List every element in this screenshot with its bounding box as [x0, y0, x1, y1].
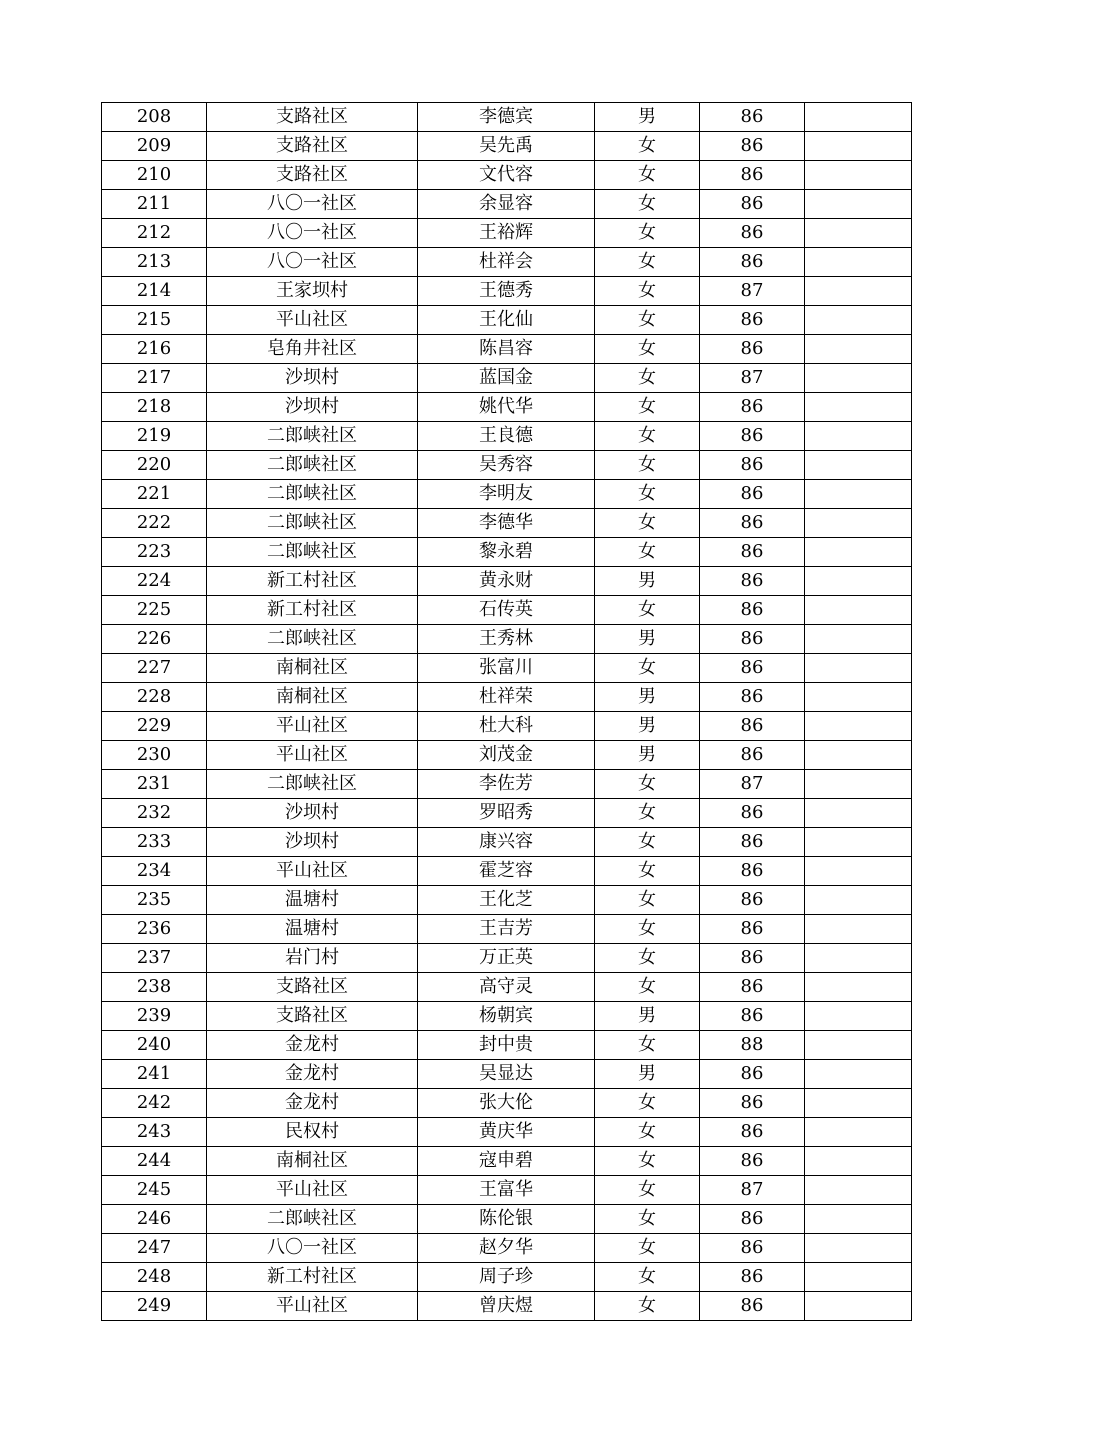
- serial-number-cell: 223: [102, 538, 207, 567]
- community-cell: 民权村: [207, 1118, 418, 1147]
- serial-number-cell: 225: [102, 596, 207, 625]
- name-cell: 万正英: [418, 944, 595, 973]
- name-cell: 张富川: [418, 654, 595, 683]
- age-cell: 86: [700, 741, 805, 770]
- age-cell: 86: [700, 596, 805, 625]
- note-cell: [805, 567, 912, 596]
- note-cell: [805, 190, 912, 219]
- name-cell: 李德宾: [418, 103, 595, 132]
- community-cell: 平山社区: [207, 712, 418, 741]
- serial-number-cell: 209: [102, 132, 207, 161]
- gender-cell: 女: [595, 886, 700, 915]
- serial-number-cell: 245: [102, 1176, 207, 1205]
- table-row: [102, 335, 912, 364]
- age-cell: 86: [700, 190, 805, 219]
- age-cell: 86: [700, 944, 805, 973]
- age-cell: 86: [700, 683, 805, 712]
- table-row: [102, 161, 912, 190]
- table-row: [102, 886, 912, 915]
- table-row: [102, 915, 912, 944]
- table-row: [102, 422, 912, 451]
- gender-cell: 女: [595, 422, 700, 451]
- roster-table-body: [102, 103, 912, 1321]
- age-cell: 86: [700, 973, 805, 1002]
- gender-cell: 女: [595, 277, 700, 306]
- serial-number-cell: 240: [102, 1031, 207, 1060]
- community-cell: 沙坝村: [207, 393, 418, 422]
- note-cell: [805, 712, 912, 741]
- name-cell: 罗昭秀: [418, 799, 595, 828]
- name-cell: 文代容: [418, 161, 595, 190]
- name-cell: 王吉芳: [418, 915, 595, 944]
- community-cell: 沙坝村: [207, 364, 418, 393]
- gender-cell: 女: [595, 1263, 700, 1292]
- gender-cell: 女: [595, 770, 700, 799]
- serial-number-cell: 220: [102, 451, 207, 480]
- gender-cell: 男: [595, 567, 700, 596]
- name-cell: 吴秀容: [418, 451, 595, 480]
- note-cell: [805, 393, 912, 422]
- gender-cell: 女: [595, 973, 700, 1002]
- table-row: [102, 1292, 912, 1321]
- table-row: [102, 973, 912, 1002]
- community-cell: 二郎峡社区: [207, 422, 418, 451]
- table-row: [102, 654, 912, 683]
- table-row: [102, 1031, 912, 1060]
- name-cell: 杜大科: [418, 712, 595, 741]
- table-row: [102, 770, 912, 799]
- community-cell: 皂角井社区: [207, 335, 418, 364]
- name-cell: 李佐芳: [418, 770, 595, 799]
- table-row: [102, 1205, 912, 1234]
- note-cell: [805, 1234, 912, 1263]
- community-cell: 二郎峡社区: [207, 509, 418, 538]
- name-cell: 封中贵: [418, 1031, 595, 1060]
- note-cell: [805, 248, 912, 277]
- name-cell: 黎永碧: [418, 538, 595, 567]
- table-row: [102, 364, 912, 393]
- community-cell: 新工村社区: [207, 567, 418, 596]
- name-cell: 黄庆华: [418, 1118, 595, 1147]
- serial-number-cell: 247: [102, 1234, 207, 1263]
- age-cell: 86: [700, 306, 805, 335]
- name-cell: 李德华: [418, 509, 595, 538]
- serial-number-cell: 230: [102, 741, 207, 770]
- note-cell: [805, 625, 912, 654]
- community-cell: 二郎峡社区: [207, 480, 418, 509]
- serial-number-cell: 216: [102, 335, 207, 364]
- age-cell: 86: [700, 886, 805, 915]
- note-cell: [805, 538, 912, 567]
- name-cell: 寇申碧: [418, 1147, 595, 1176]
- table-row: [102, 393, 912, 422]
- gender-cell: 女: [595, 1089, 700, 1118]
- age-cell: 86: [700, 857, 805, 886]
- name-cell: 陈伦银: [418, 1205, 595, 1234]
- table-row: [102, 103, 912, 132]
- serial-number-cell: 249: [102, 1292, 207, 1321]
- note-cell: [805, 509, 912, 538]
- table-row: [102, 1176, 912, 1205]
- serial-number-cell: 237: [102, 944, 207, 973]
- serial-number-cell: 236: [102, 915, 207, 944]
- note-cell: [805, 306, 912, 335]
- table-row: [102, 1118, 912, 1147]
- table-row: [102, 306, 912, 335]
- gender-cell: 女: [595, 1176, 700, 1205]
- serial-number-cell: 213: [102, 248, 207, 277]
- name-cell: 赵夕华: [418, 1234, 595, 1263]
- name-cell: 杜祥荣: [418, 683, 595, 712]
- gender-cell: 男: [595, 1060, 700, 1089]
- gender-cell: 女: [595, 364, 700, 393]
- serial-number-cell: 233: [102, 828, 207, 857]
- gender-cell: 男: [595, 741, 700, 770]
- gender-cell: 女: [595, 132, 700, 161]
- gender-cell: 女: [595, 654, 700, 683]
- name-cell: 张大伦: [418, 1089, 595, 1118]
- serial-number-cell: 219: [102, 422, 207, 451]
- community-cell: 沙坝村: [207, 828, 418, 857]
- age-cell: 86: [700, 422, 805, 451]
- serial-number-cell: 224: [102, 567, 207, 596]
- name-cell: 刘茂金: [418, 741, 595, 770]
- name-cell: 王富华: [418, 1176, 595, 1205]
- note-cell: [805, 915, 912, 944]
- community-cell: 金龙村: [207, 1060, 418, 1089]
- serial-number-cell: 248: [102, 1263, 207, 1292]
- table-row: [102, 1147, 912, 1176]
- note-cell: [805, 422, 912, 451]
- gender-cell: 女: [595, 393, 700, 422]
- age-cell: 87: [700, 277, 805, 306]
- name-cell: 黄永财: [418, 567, 595, 596]
- serial-number-cell: 215: [102, 306, 207, 335]
- note-cell: [805, 770, 912, 799]
- community-cell: 八〇一社区: [207, 1234, 418, 1263]
- serial-number-cell: 241: [102, 1060, 207, 1089]
- name-cell: 姚代华: [418, 393, 595, 422]
- community-cell: 新工村社区: [207, 1263, 418, 1292]
- gender-cell: 女: [595, 161, 700, 190]
- community-cell: 温塘村: [207, 915, 418, 944]
- gender-cell: 女: [595, 828, 700, 857]
- community-cell: 平山社区: [207, 857, 418, 886]
- community-cell: 二郎峡社区: [207, 1205, 418, 1234]
- age-cell: 86: [700, 1089, 805, 1118]
- community-cell: 八〇一社区: [207, 248, 418, 277]
- note-cell: [805, 596, 912, 625]
- serial-number-cell: 214: [102, 277, 207, 306]
- community-cell: 支路社区: [207, 132, 418, 161]
- community-cell: 八〇一社区: [207, 190, 418, 219]
- table-row: [102, 1234, 912, 1263]
- note-cell: [805, 1205, 912, 1234]
- serial-number-cell: 210: [102, 161, 207, 190]
- gender-cell: 女: [595, 1234, 700, 1263]
- community-cell: 二郎峡社区: [207, 625, 418, 654]
- age-cell: 86: [700, 1060, 805, 1089]
- serial-number-cell: 246: [102, 1205, 207, 1234]
- serial-number-cell: 244: [102, 1147, 207, 1176]
- serial-number-cell: 232: [102, 799, 207, 828]
- name-cell: 王化仙: [418, 306, 595, 335]
- table-row: [102, 248, 912, 277]
- note-cell: [805, 1176, 912, 1205]
- name-cell: 杜祥会: [418, 248, 595, 277]
- serial-number-cell: 221: [102, 480, 207, 509]
- community-cell: 金龙村: [207, 1089, 418, 1118]
- name-cell: 霍芝容: [418, 857, 595, 886]
- table-row: [102, 741, 912, 770]
- age-cell: 86: [700, 1002, 805, 1031]
- gender-cell: 女: [595, 248, 700, 277]
- community-cell: 南桐社区: [207, 654, 418, 683]
- community-cell: 南桐社区: [207, 683, 418, 712]
- community-cell: 二郎峡社区: [207, 770, 418, 799]
- table-row: [102, 132, 912, 161]
- age-cell: 86: [700, 712, 805, 741]
- gender-cell: 男: [595, 625, 700, 654]
- gender-cell: 女: [595, 944, 700, 973]
- gender-cell: 女: [595, 1118, 700, 1147]
- name-cell: 吴显达: [418, 1060, 595, 1089]
- age-cell: 86: [700, 1147, 805, 1176]
- name-cell: 王良德: [418, 422, 595, 451]
- serial-number-cell: 208: [102, 103, 207, 132]
- age-cell: 86: [700, 1205, 805, 1234]
- name-cell: 李明友: [418, 480, 595, 509]
- community-cell: 平山社区: [207, 1292, 418, 1321]
- table-row: [102, 1263, 912, 1292]
- age-cell: 86: [700, 538, 805, 567]
- note-cell: [805, 973, 912, 1002]
- community-cell: 沙坝村: [207, 799, 418, 828]
- name-cell: 王化芝: [418, 886, 595, 915]
- note-cell: [805, 741, 912, 770]
- serial-number-cell: 235: [102, 886, 207, 915]
- name-cell: 杨朝宾: [418, 1002, 595, 1031]
- serial-number-cell: 226: [102, 625, 207, 654]
- name-cell: 曾庆煜: [418, 1292, 595, 1321]
- age-cell: 87: [700, 1176, 805, 1205]
- community-cell: 支路社区: [207, 161, 418, 190]
- serial-number-cell: 231: [102, 770, 207, 799]
- name-cell: 王德秀: [418, 277, 595, 306]
- table-row: [102, 190, 912, 219]
- gender-cell: 女: [595, 451, 700, 480]
- community-cell: 二郎峡社区: [207, 451, 418, 480]
- gender-cell: 女: [595, 857, 700, 886]
- note-cell: [805, 1147, 912, 1176]
- note-cell: [805, 828, 912, 857]
- serial-number-cell: 238: [102, 973, 207, 1002]
- name-cell: 陈昌容: [418, 335, 595, 364]
- table-row: [102, 596, 912, 625]
- table-row: [102, 828, 912, 857]
- serial-number-cell: 243: [102, 1118, 207, 1147]
- table-row: [102, 219, 912, 248]
- age-cell: 87: [700, 364, 805, 393]
- age-cell: 86: [700, 1234, 805, 1263]
- note-cell: [805, 1263, 912, 1292]
- note-cell: [805, 886, 912, 915]
- note-cell: [805, 277, 912, 306]
- note-cell: [805, 480, 912, 509]
- gender-cell: 女: [595, 538, 700, 567]
- name-cell: 周子珍: [418, 1263, 595, 1292]
- age-cell: 86: [700, 915, 805, 944]
- gender-cell: 男: [595, 712, 700, 741]
- gender-cell: 女: [595, 1292, 700, 1321]
- community-cell: 平山社区: [207, 1176, 418, 1205]
- note-cell: [805, 654, 912, 683]
- serial-number-cell: 228: [102, 683, 207, 712]
- name-cell: 石传英: [418, 596, 595, 625]
- age-cell: 86: [700, 480, 805, 509]
- table-row: [102, 277, 912, 306]
- serial-number-cell: 222: [102, 509, 207, 538]
- gender-cell: 女: [595, 335, 700, 364]
- table-row: [102, 451, 912, 480]
- table-row: [102, 538, 912, 567]
- table-row: [102, 944, 912, 973]
- community-cell: 南桐社区: [207, 1147, 418, 1176]
- age-cell: 86: [700, 393, 805, 422]
- community-cell: 平山社区: [207, 306, 418, 335]
- age-cell: 86: [700, 509, 805, 538]
- serial-number-cell: 242: [102, 1089, 207, 1118]
- gender-cell: 女: [595, 480, 700, 509]
- name-cell: 高守灵: [418, 973, 595, 1002]
- gender-cell: 女: [595, 1205, 700, 1234]
- community-cell: 支路社区: [207, 1002, 418, 1031]
- age-cell: 86: [700, 161, 805, 190]
- age-cell: 87: [700, 770, 805, 799]
- table-row: [102, 712, 912, 741]
- age-cell: 88: [700, 1031, 805, 1060]
- note-cell: [805, 683, 912, 712]
- note-cell: [805, 1002, 912, 1031]
- community-cell: 王家坝村: [207, 277, 418, 306]
- community-cell: 新工村社区: [207, 596, 418, 625]
- name-cell: 吴先禹: [418, 132, 595, 161]
- note-cell: [805, 944, 912, 973]
- gender-cell: 女: [595, 1147, 700, 1176]
- note-cell: [805, 451, 912, 480]
- serial-number-cell: 218: [102, 393, 207, 422]
- age-cell: 86: [700, 103, 805, 132]
- note-cell: [805, 364, 912, 393]
- age-cell: 86: [700, 567, 805, 596]
- age-cell: 86: [700, 335, 805, 364]
- gender-cell: 男: [595, 1002, 700, 1031]
- table-row: [102, 799, 912, 828]
- note-cell: [805, 857, 912, 886]
- note-cell: [805, 799, 912, 828]
- roster-table: [101, 102, 912, 1321]
- gender-cell: 男: [595, 683, 700, 712]
- note-cell: [805, 335, 912, 364]
- community-cell: 支路社区: [207, 973, 418, 1002]
- gender-cell: 女: [595, 219, 700, 248]
- note-cell: [805, 103, 912, 132]
- note-cell: [805, 1060, 912, 1089]
- gender-cell: 女: [595, 1031, 700, 1060]
- age-cell: 86: [700, 625, 805, 654]
- note-cell: [805, 132, 912, 161]
- serial-number-cell: 211: [102, 190, 207, 219]
- serial-number-cell: 234: [102, 857, 207, 886]
- table-row: [102, 567, 912, 596]
- community-cell: 岩门村: [207, 944, 418, 973]
- table-row: [102, 857, 912, 886]
- age-cell: 86: [700, 799, 805, 828]
- community-cell: 支路社区: [207, 103, 418, 132]
- community-cell: 八〇一社区: [207, 219, 418, 248]
- gender-cell: 女: [595, 509, 700, 538]
- age-cell: 86: [700, 1118, 805, 1147]
- age-cell: 86: [700, 219, 805, 248]
- community-cell: 平山社区: [207, 741, 418, 770]
- table-row: [102, 683, 912, 712]
- table-row: [102, 509, 912, 538]
- table-row: [102, 625, 912, 654]
- community-cell: 金龙村: [207, 1031, 418, 1060]
- age-cell: 86: [700, 828, 805, 857]
- name-cell: 余显容: [418, 190, 595, 219]
- age-cell: 86: [700, 654, 805, 683]
- gender-cell: 女: [595, 306, 700, 335]
- serial-number-cell: 239: [102, 1002, 207, 1031]
- table-row: [102, 1002, 912, 1031]
- age-cell: 86: [700, 1263, 805, 1292]
- age-cell: 86: [700, 1292, 805, 1321]
- note-cell: [805, 1118, 912, 1147]
- age-cell: 86: [700, 248, 805, 277]
- note-cell: [805, 1031, 912, 1060]
- note-cell: [805, 161, 912, 190]
- name-cell: 王裕辉: [418, 219, 595, 248]
- gender-cell: 女: [595, 915, 700, 944]
- table-row: [102, 1060, 912, 1089]
- name-cell: 王秀林: [418, 625, 595, 654]
- note-cell: [805, 219, 912, 248]
- table-row: [102, 1089, 912, 1118]
- gender-cell: 女: [595, 596, 700, 625]
- gender-cell: 男: [595, 103, 700, 132]
- community-cell: 二郎峡社区: [207, 538, 418, 567]
- note-cell: [805, 1292, 912, 1321]
- serial-number-cell: 212: [102, 219, 207, 248]
- gender-cell: 女: [595, 799, 700, 828]
- name-cell: 蓝国金: [418, 364, 595, 393]
- age-cell: 86: [700, 451, 805, 480]
- name-cell: 康兴容: [418, 828, 595, 857]
- serial-number-cell: 229: [102, 712, 207, 741]
- serial-number-cell: 217: [102, 364, 207, 393]
- note-cell: [805, 1089, 912, 1118]
- table-row: [102, 480, 912, 509]
- gender-cell: 女: [595, 190, 700, 219]
- age-cell: 86: [700, 132, 805, 161]
- community-cell: 温塘村: [207, 886, 418, 915]
- serial-number-cell: 227: [102, 654, 207, 683]
